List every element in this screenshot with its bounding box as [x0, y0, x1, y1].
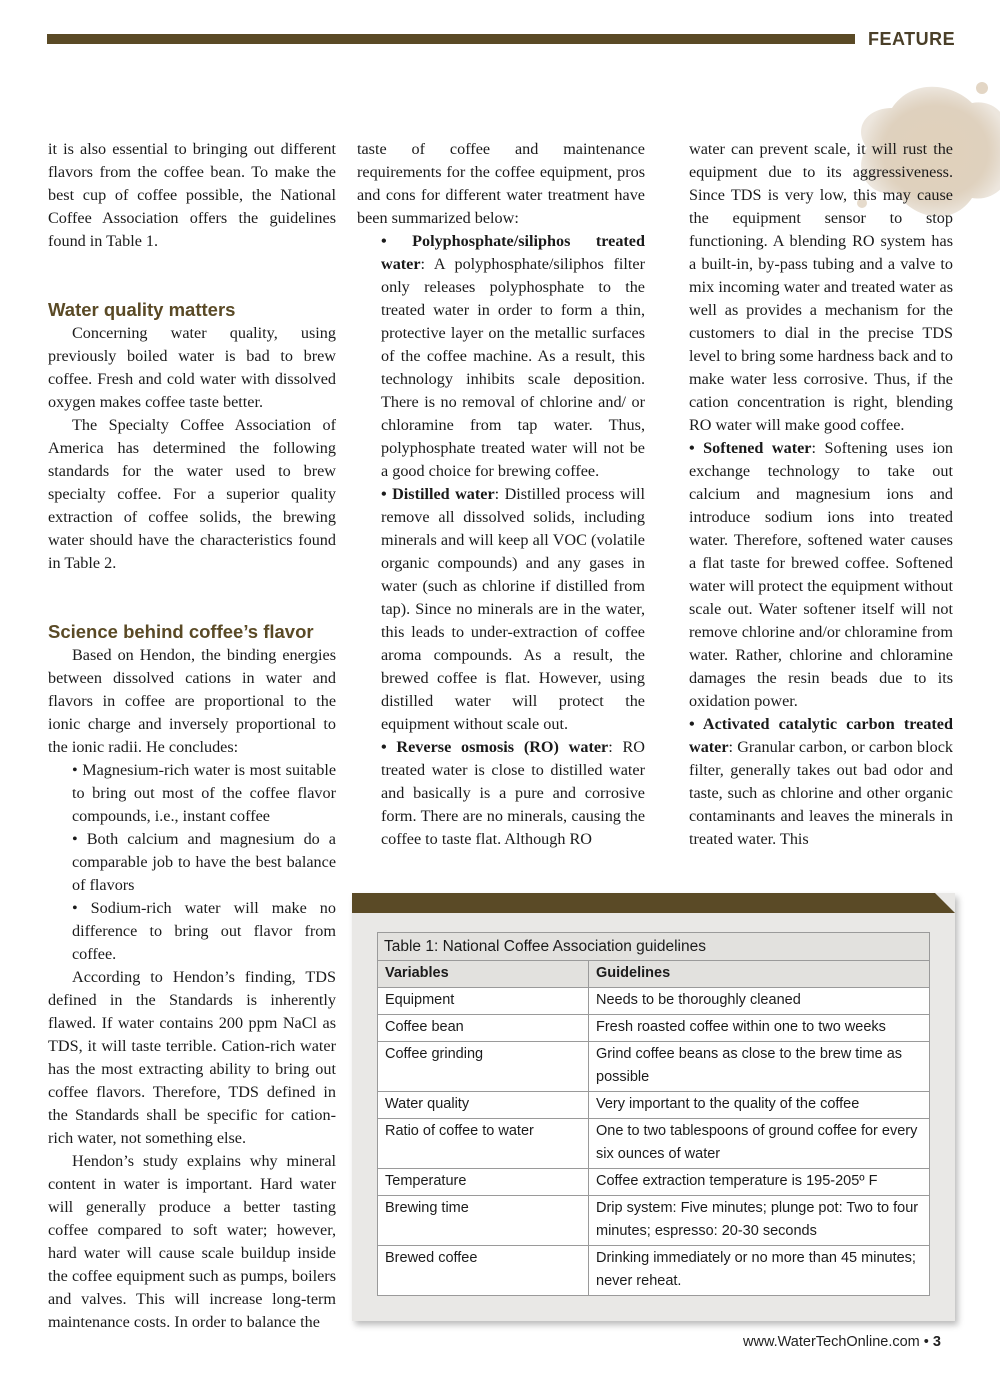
- header-rule: [47, 34, 855, 44]
- table-cell: Drinking immediately or no more than 45 minutes; never reheat.: [589, 1246, 930, 1296]
- table-cell: Very important to the quality of the coffee: [589, 1092, 930, 1119]
- bullet-item: [357, 230, 645, 483]
- bullet-item: • Sodium-rich water will make no difference to bring out flavor from coffee.: [72, 899, 336, 963]
- table-row: [378, 988, 930, 1015]
- column-3: [689, 138, 953, 851]
- table-cell: Coffee extraction temperature is 195-205º F: [589, 1169, 930, 1196]
- table-row: [378, 1042, 930, 1092]
- footer-separator: •: [923, 1334, 929, 1350]
- bullet-text: : Softening uses ion exchange technology to take out calcium and magnesium ions and introduce sodium ions into treated water. Therefore, softened water causes a flat taste for brewed coffee. Softened water will protect the equipment without scale out. Water softener itself will not remove chlorine and/or chloramine from water. Rather, chlorine and chloramine damages the resin beads due to its oxidation power.: [689, 439, 954, 710]
- bullet-item: • Both calcium and magnesium do a comparable job to have the best balance of flavors: [72, 830, 336, 894]
- table-cell: Temperature: [378, 1169, 589, 1196]
- bullet-term: • Polyphosphate/siliphos treated water: [381, 232, 645, 273]
- bullet-text: : Distilled process will remove all dissolved solids, including minerals and will keep all VOC (volatile organic compounds) and any gases in water (such as chlorine if distilled from tap). Since no minerals are in the water, this leads to under-extraction of coffee aroma compounds. As a result, the brewed coffee is flat. However, using distilled water will protect the equipment without scale out.: [381, 485, 645, 733]
- table-cell: Brewed coffee: [378, 1246, 589, 1296]
- section-heading: Science behind coffee’s flavor: [48, 621, 314, 642]
- bullet-text: : A polyphosphate/siliphos filter only releases polyphosphate to the treated water in order to form a thin, protective layer on the metallic surfaces of the coffee machine. As a result, this technology inhibits scale deposition. There is no removal of chlorine and/ or chloramine from tap water. Thus, polyphosphate treated water will not be a good choice for brewing coffee.: [381, 255, 645, 480]
- paragraph: water can prevent scale, it will rust the equipment due to its aggressiveness. Since TDS is very low, this may cause the equipment sensor to stop functioning. A blending RO system has a built-in, by-pass tubing and a valve to mix incoming water and treated water as well as provides a mechanism for the customers to dial in the precise TDS level to bring some hardness back and to make water less corrosive. Thus, if the cation concentration is right, blending RO water will make good coffee.: [689, 140, 953, 434]
- paragraph: The Specialty Coffee Association of America has determined the following standards for the water used to brew specialty coffee. For a superior quality extraction of coffee solids, the brewing water should have the characteristics found in Table 2.: [48, 416, 336, 572]
- table-row: [378, 1015, 930, 1042]
- table-row: [378, 1169, 930, 1196]
- bullet-text: : RO treated water is close to distilled water and basically is a pure and corrosive form. There are no minerals, causing the coffee to taste flat. Although RO: [381, 738, 645, 848]
- section-label: FEATURE: [868, 29, 956, 49]
- paragraph: Concerning water quality, using previously boiled water is bad to brew coffee. Fresh and cold water with dissolved oxygen makes coffee taste better.: [48, 324, 336, 411]
- website-link[interactable]: www.WaterTechOnline.com: [743, 1334, 920, 1350]
- bullet-item: • Magnesium-rich water is most suitable to bring out most of the coffee flavor compounds, i.e., instant coffee: [72, 761, 336, 825]
- table-header-cell: Guidelines: [589, 961, 930, 988]
- page-number: 3: [932, 1334, 941, 1350]
- table-cell: Equipment: [378, 988, 589, 1015]
- paragraph: Based on Hendon, the binding energies between dissolved cations in water and flavors in coffee are proportional to the ionic charge and inversely proportional to the ionic radii. He concludes:: [48, 646, 336, 756]
- table-cell: Ratio of coffee to water: [378, 1119, 589, 1169]
- paragraph: it is also essential to bringing out different flavors from the coffee bean. To make the best cup of coffee possible, the National Coffee Association offers the guidelines found in Table 1.: [48, 140, 336, 250]
- table-row: [378, 1092, 930, 1119]
- page-footer: [743, 1334, 941, 1350]
- paragraph: According to Hendon’s finding, TDS defined in the Standards is inherently flawed. If water contains 200 ppm NaCl as TDS, it will taste terrible. Cation-rich water has the most extracting ability to bring out coffee flavors. Therefore, TDS defined in the Standards shall be specific for cation-rich water, not something else.: [48, 968, 336, 1147]
- column-2: [357, 138, 645, 851]
- section-heading: Water quality matters: [48, 299, 236, 320]
- table-header-row: [378, 961, 930, 988]
- bullet-item: [689, 437, 953, 713]
- bullet-term: • Activated catalytic carbon treated water: [689, 715, 953, 756]
- table-panel-header: [352, 893, 955, 913]
- bullet-item: [357, 736, 645, 851]
- table-row: [378, 1246, 930, 1296]
- table-header-cell: Variables: [378, 961, 589, 988]
- bullet-item: [357, 483, 645, 736]
- column-1: [48, 138, 336, 1334]
- paragraph: taste of coffee and maintenance requirements for the coffee equipment, pros and cons for different water treatment have been summarized below:: [357, 140, 645, 227]
- table-row: [378, 1196, 930, 1246]
- bullet-text: : Granular carbon, or carbon block filter, generally takes out bad odor and taste, such as chlorine and other organic contaminants and leaves the minerals in treated water. This: [689, 738, 953, 848]
- paragraph: Hendon’s study explains why mineral content in water is important. Hard water will generally produce a better tasting coffee compared to soft water; however, hard water will cause scale buildup inside the coffee equipment such as pumps, boilers and valves. This will increase long-term maintenance costs. In order to balance the: [48, 1152, 336, 1331]
- bullet-term: • Distilled water: [381, 485, 495, 503]
- table-cell: Drip system: Five minutes; plunge pot: Two to four minutes; espresso: 20-30 seconds: [589, 1196, 930, 1246]
- guidelines-table-wrap: [377, 932, 930, 1296]
- table-caption: Table 1: National Coffee Association guidelines: [378, 933, 930, 961]
- table-cell: One to two tablespoons of ground coffee for every six ounces of water: [589, 1119, 930, 1169]
- table-cell: Needs to be thoroughly cleaned: [589, 988, 930, 1015]
- table-cell: Coffee bean: [378, 1015, 589, 1042]
- table-row: [378, 1119, 930, 1169]
- bullet-term: • Softened water: [689, 439, 812, 457]
- bullet-item: [689, 713, 953, 851]
- table-cell: Water quality: [378, 1092, 589, 1119]
- guidelines-table: [377, 932, 930, 1296]
- table-cell: Grind coffee beans as close to the brew time as possible: [589, 1042, 930, 1092]
- table-cell: Fresh roasted coffee within one to two weeks: [589, 1015, 930, 1042]
- table-cell: Coffee grinding: [378, 1042, 589, 1092]
- table-cell: Brewing time: [378, 1196, 589, 1246]
- bullet-term: • Reverse osmosis (RO) water: [381, 738, 609, 756]
